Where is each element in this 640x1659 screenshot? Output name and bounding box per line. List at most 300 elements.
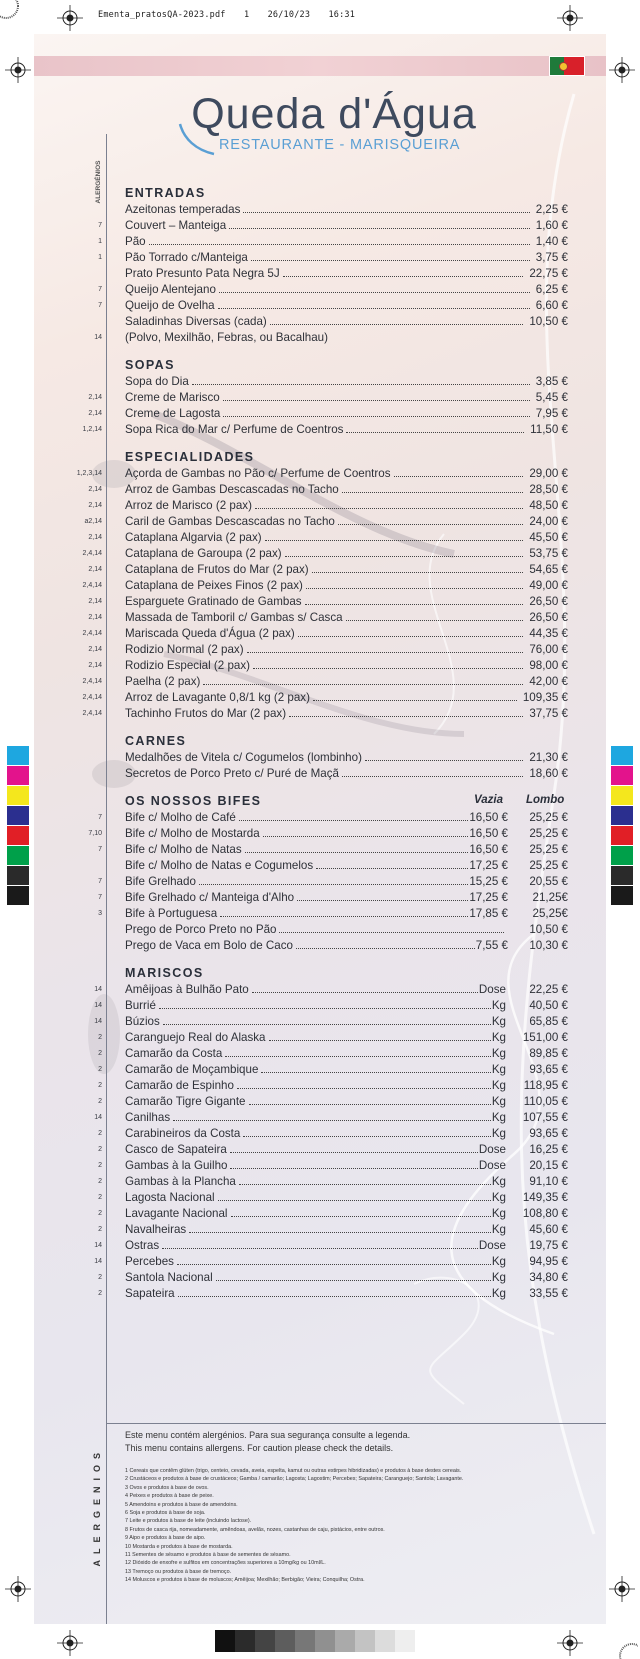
menu-item [34,218,606,234]
item-name: Massada de Tamboril c/ Gambas s/ Casca [125,611,343,624]
allergen-codes: 2,14 [88,534,102,541]
allergen-codes: 1,2,3,14 [76,470,102,477]
item-unit-or-price: Kg [491,1287,506,1300]
item-unit-or-price: 16,50 € [469,843,508,856]
item-price: 118,95 € [523,1079,568,1092]
menu-item [34,374,606,390]
item-price: 45,60 € [529,1223,568,1236]
legend-item: 14 Moluscos e produtos à base de moluscos; Amêijoa; Mexilhão; Berbigão; Vieira; Conquilha; Ostra. [125,1577,365,1584]
leader-dots [338,524,523,525]
allergen-codes: 2 [98,1066,102,1073]
allergen-codes: 2 [98,1226,102,1233]
item-unit-or-price: Kg [491,1175,506,1188]
legend-item: 13 Tremoço ou produtos à base de tremoço. [125,1568,232,1575]
item-price: 33,55 € [529,1287,568,1300]
allergen-codes: 14 [94,986,102,993]
item-price: 94,95 € [529,1255,568,1268]
item-name: Casco de Sapateira [125,1143,227,1156]
item-name: Queijo de Ovelha [125,299,215,312]
item-price: 98,00 € [529,659,568,672]
legend-divider [106,1423,606,1424]
menu-item [34,1030,606,1046]
portugal-flag-icon[interactable] [549,56,585,76]
registration-mark-icon [557,1630,583,1656]
allergen-codes: 7 [98,286,102,293]
menu-item [34,406,606,422]
item-unit-or-price: Dose [478,983,506,996]
leader-dots [346,432,524,433]
allergen-codes: 7 [98,894,102,901]
legend-vertical-label [91,1447,101,1567]
leader-dots [216,1280,491,1281]
menu-item [34,658,606,674]
leader-dots [192,384,530,385]
menu-item [34,266,606,282]
registration-mark-icon [609,1576,635,1602]
print-filename: Ementa_pratosQA-2023.pdf [98,10,226,20]
item-price: 2,25 € [535,203,568,216]
item-name: Esparguete Gratinado de Gambas [125,595,302,608]
menu-item [34,314,606,330]
item-unit-or-price: Kg [491,1127,506,1140]
item-price: 29,00 € [529,467,568,480]
item-unit-or-price: Kg [491,1047,506,1060]
item-unit-or-price: Dose [478,1159,506,1172]
allergen-codes: 2 [98,1178,102,1185]
menu-item [34,1286,606,1302]
item-unit-or-price: 16,50 € [469,811,508,824]
section-title-text: OS NOSSOS BIFES [125,794,262,808]
legend-item: 7 Leite e produtos à base de leite (incluindo lactose). [125,1518,252,1525]
item-price: 21,25€ [532,891,568,904]
item-price: 22,75 € [529,267,568,280]
item-price: 21,30 € [529,751,568,764]
leader-dots [255,508,523,509]
item-unit-or-price: Kg [491,1255,506,1268]
leader-dots [223,416,530,417]
item-name: Cataplana Algarvia (2 pax) [125,531,262,544]
leader-dots [265,540,523,541]
section-title-text: SOPAS [125,358,175,372]
menu-item [34,1254,606,1270]
leader-dots [219,292,530,293]
allergen-codes: 1 [98,254,102,261]
menu-item [34,858,606,874]
item-name: Camarão de Espinho [125,1079,234,1092]
header-band [34,56,606,76]
menu-item [34,922,606,938]
color-bar-right [611,746,633,906]
item-price: 5,45 € [535,391,568,404]
item-price: 18,60 € [529,767,568,780]
item-name: Bife c/ Molho de Natas e Cogumelos [125,859,314,872]
item-price: 6,60 € [535,299,568,312]
allergen-codes: 7 [98,814,102,821]
allergen-codes: 14 [94,1018,102,1025]
item-name: Sapateira [125,1287,175,1300]
menu-item [34,890,606,906]
item-name: Bife c/ Molho de Natas [125,843,242,856]
menu-item [34,706,606,722]
item-price: 25,25 € [529,859,568,872]
item-unit-or-price: 17,85 € [469,907,508,920]
item-name: Sopa do Dia [125,375,189,388]
menu-item [34,874,606,890]
leader-dots [365,760,523,761]
legend-item: 1 Cereais que contêm glúten (trigo, centeio, cevada, aveia, espelta, kamut ou outras estirpes hibridizadas) e produtos à base destes cereais. [125,1468,462,1474]
leader-dots [297,900,468,901]
allergen-codes: 7 [98,222,102,229]
item-name: Mariscada Queda d'Água (2 pax) [125,627,295,640]
item-price: 109,35 € [522,691,568,704]
item-name: Medalhões de Vitela c/ Cogumelos (lombinho) [125,751,362,764]
allergen-codes: 2 [98,1034,102,1041]
item-price: 26,50 € [529,595,568,608]
allergen-codes: 1 [98,238,102,245]
item-name: Gambas à la Plancha [125,1175,236,1188]
legend-item: 4 Peixes e produtos à base de peixe. [125,1493,214,1500]
leader-dots [189,1232,491,1233]
item-name: Burrié [125,999,156,1012]
allergen-legend [34,1429,606,1624]
item-name: Prato Presunto Pata Negra 5J [125,267,280,280]
leader-dots [285,556,523,557]
item-unit-or-price: Kg [491,1207,506,1220]
item-name: Santola Nacional [125,1271,213,1284]
item-price: 10,30 € [529,939,568,952]
item-name: Lavagante Nacional [125,1207,228,1220]
item-name: Cataplana de Peixes Finos (2 pax) [125,579,303,592]
item-price: 25,25€ [532,907,568,920]
allergen-codes: 7 [98,878,102,885]
leader-dots [316,868,468,869]
menu-item [34,842,606,858]
item-price: 22,25 € [529,983,568,996]
menu-item [34,562,606,578]
section-title-text: ESPECIALIDADES [125,450,255,464]
leader-dots [178,1296,491,1297]
leader-dots [305,604,523,605]
menu-item [34,826,606,842]
menu-item [34,594,606,610]
item-name: Amêijoas à Bulhão Pato [125,983,249,996]
leader-dots [251,260,530,261]
item-price: 45,50 € [529,531,568,544]
leader-dots [252,992,478,993]
leader-dots [298,636,523,637]
item-price: 91,10 € [529,1175,568,1188]
menu-item [34,982,606,998]
leader-dots [163,1024,491,1025]
legend-intro [125,1429,410,1454]
allergen-codes: 2,14 [88,566,102,573]
item-unit-or-price: 17,25 € [469,891,508,904]
menu-item [34,810,606,826]
allergen-codes: 2 [98,1162,102,1169]
leader-dots [203,684,523,685]
leader-dots [269,1040,491,1041]
allergen-codes: 2,14 [88,662,102,669]
item-price: 28,50 € [529,483,568,496]
item-name: Prego de Vaca em Bolo de Caco [125,939,293,952]
allergen-codes: 2 [98,1130,102,1137]
allergen-codes: 2,14 [88,410,102,417]
item-name: Camarão da Costa [125,1047,223,1060]
item-name: Carabineiros da Costa [125,1127,241,1140]
leader-dots [199,884,468,885]
menu-item [34,750,606,766]
item-unit-or-price: Kg [491,1015,506,1028]
leader-dots [237,1088,491,1089]
leader-dots [218,308,530,309]
leader-dots [249,1104,491,1105]
allergen-codes: 2,14 [88,598,102,605]
restaurant-subtitle: RESTAURANTE - MARISQUEIRA [219,137,461,153]
allergen-codes: 2,4,14 [82,694,102,701]
leader-dots [270,324,523,325]
leader-dots [245,852,468,853]
item-name: Secretos de Porco Preto c/ Puré de Maçã [125,767,339,780]
section-title-text: CARNES [125,734,187,748]
menu-item [34,1126,606,1142]
leader-dots [177,1264,491,1265]
menu-item [34,1270,606,1286]
item-name: Prego de Porco Preto no Pão [125,923,277,936]
allergen-codes: 2 [98,1050,102,1057]
menu-item [34,234,606,250]
item-name: Bife à Portuguesa [125,907,218,920]
registration-mark-icon [57,5,83,31]
item-price: 26,50 € [529,611,568,624]
allergen-codes: 2 [98,1146,102,1153]
leader-dots [173,1120,491,1121]
registration-mark-icon [5,57,31,83]
menu-item [34,498,606,514]
legend-item: 9 Aipo e produtos à base de aipo. [125,1535,206,1542]
item-price: 25,25 € [529,827,568,840]
menu-item [34,390,606,406]
item-price: 93,65 € [529,1063,568,1076]
item-name: Queijo Alentejano [125,283,216,296]
allergen-codes: 14 [94,1002,102,1009]
allergen-codes: 2,4,14 [82,550,102,557]
menu-item [34,282,606,298]
allergen-codes: 2,14 [88,394,102,401]
item-name: Couvert – Manteiga [125,219,227,232]
item-name: (Polvo, Mexilhão, Febras, ou Bacalhau) [125,331,328,344]
allergen-codes: 7 [98,302,102,309]
item-name: Bife Grelhado c/ Manteiga d'Alho [125,891,295,904]
item-name: Pão Torrado c/Manteiga [125,251,248,264]
leader-dots [342,492,523,493]
item-price: 20,55 € [529,875,568,888]
item-unit-or-price: Kg [491,1191,506,1204]
print-page: 1 [243,10,250,20]
item-unit-or-price: Kg [491,1079,506,1092]
menu-item [34,906,606,922]
item-price: 11,50 € [530,423,568,436]
item-unit-or-price: Kg [491,1031,506,1044]
item-unit-or-price: Kg [491,1063,506,1076]
item-price: 16,25 € [529,1143,568,1156]
leader-dots [225,1056,491,1057]
item-unit-or-price: Kg [491,1271,506,1284]
section-title-text: ENTRADAS [125,186,206,200]
leader-dots [230,1152,478,1153]
leader-dots [289,716,523,717]
item-price: 65,85 € [529,1015,568,1028]
item-price: 40,50 € [529,999,568,1012]
item-name: Navalheiras [125,1223,187,1236]
item-price: 53,75 € [529,547,568,560]
print-time: 16:31 [328,10,356,20]
leader-dots [253,668,523,669]
item-name: Bife Grelhado [125,875,196,888]
grey-scale-bar [215,1630,415,1652]
leader-dots [230,1168,478,1169]
section-title-text: MARISCOS [125,966,204,980]
leader-dots [229,228,530,229]
color-bar-left [7,746,29,906]
allergen-codes: 2 [98,1098,102,1105]
menu-item [34,1078,606,1094]
allergen-codes: 2,14 [88,646,102,653]
menu-item [34,1110,606,1126]
item-price: 151,00 € [522,1031,568,1044]
menu-item [34,1014,606,1030]
column-header-lombo: Lombo [526,794,565,806]
item-unit-or-price: 16,50 € [469,827,508,840]
item-price: 1,60 € [535,219,568,232]
menu-item [34,514,606,530]
leader-dots [342,776,523,777]
menu-item [34,422,606,438]
leader-dots [313,700,517,701]
leader-dots [346,620,523,621]
leader-dots [243,212,530,213]
menu-item [34,250,606,266]
item-price: 44,35 € [529,627,568,640]
legend-list [125,1467,585,1585]
legend-intro-en: This menu contains allergens. For caution please check the details. [125,1442,394,1453]
menu-item [34,1142,606,1158]
item-price: 76,00 € [529,643,568,656]
item-price: 49,00 € [529,579,568,592]
menu-item [34,610,606,626]
menu-item [34,298,606,314]
leader-dots [279,932,504,933]
menu-item [34,530,606,546]
item-price: 25,25 € [529,811,568,824]
item-unit-or-price: 7,55 € [475,939,508,952]
menu-item [34,1046,606,1062]
item-name: Paelha (2 pax) [125,675,201,688]
legend-item: 2 Crustáceos e produtos à base de crustáceos; Gamba / camarão; Lagosta; Lagostim; Percebes; Sapateira; Caranguejo; Santola; Lavagante. [125,1476,464,1483]
item-name: Canilhas [125,1111,171,1124]
menu-item [34,1062,606,1078]
item-price: 89,85 € [529,1047,568,1060]
allergen-codes: 2,4,14 [82,630,102,637]
item-name: Búzios [125,1015,160,1028]
menu-item [34,546,606,562]
section-title [34,358,606,374]
item-price: 37,75 € [529,707,568,720]
legend-intro-pt: Este menu contém alergénios. Para sua segurança consulte a legenda. [125,1430,411,1440]
item-name: Gambas à la Guilho [125,1159,228,1172]
item-price: 24,00 € [529,515,568,528]
item-price: 3,85 € [535,375,568,388]
menu-item [34,1174,606,1190]
leader-dots [312,572,523,573]
item-name: Azeitonas temperadas [125,203,241,216]
item-name: Açorda de Gambas no Pão c/ Perfume de Coentros [125,467,391,480]
item-price: 10,50 € [529,923,568,936]
item-name: Camarão de Moçambique [125,1063,259,1076]
item-price: 7,95 € [535,407,568,420]
item-unit-or-price: Kg [491,1111,506,1124]
print-header [98,10,365,20]
item-price: 42,00 € [529,675,568,688]
item-price: 107,55 € [522,1111,568,1124]
item-name: Creme de Marisco [125,391,220,404]
menu-item [34,482,606,498]
item-name: Lagosta Nacional [125,1191,215,1204]
registration-mark-icon [5,1576,31,1602]
star-target-icon [612,1636,640,1659]
section-title [34,966,606,982]
allergen-codes: 3 [98,910,102,917]
leader-dots [223,400,530,401]
allergen-codes: 2 [98,1210,102,1217]
menu-item [34,998,606,1014]
item-name: Rodizio Especial (2 pax) [125,659,251,672]
registration-mark-icon [557,5,583,31]
item-name: Camarão Tigre Gigante [125,1095,246,1108]
allergen-codes: 14 [94,334,102,341]
item-price: 19,75 € [529,1239,568,1252]
legend-item: 11 Sementes de sésamo e produtos à base de sementes de sésamo. [125,1552,291,1559]
allergen-codes: 2 [98,1194,102,1201]
allergen-codes: 1,2,14 [82,426,102,433]
item-name: Cataplana de Garoupa (2 pax) [125,547,282,560]
legend-item: 10 Mostarda e produtos à base de mostarda. [125,1543,233,1550]
item-unit-or-price: Kg [491,1095,506,1108]
allergen-codes: 14 [94,1114,102,1121]
leader-dots [162,1248,478,1249]
allergen-codes: 2 [98,1082,102,1089]
menu-item [34,578,606,594]
item-unit-or-price: Dose [478,1239,506,1252]
section-title [34,794,606,810]
item-name: Caril de Gambas Descascadas no Tacho [125,515,335,528]
item-name: Rodizio Normal (2 pax) [125,643,244,656]
menu-item [34,466,606,482]
leader-dots [247,652,523,653]
item-name: Creme de Lagosta [125,407,221,420]
leader-dots [239,1184,491,1185]
allergen-codes: 7 [98,846,102,853]
item-price: 20,15 € [529,1159,568,1172]
item-price: 34,80 € [529,1271,568,1284]
leader-dots [283,276,523,277]
leader-dots [394,476,523,477]
allergen-codes: 2,4,14 [82,582,102,589]
item-price: 3,75 € [535,251,568,264]
menu-item [34,690,606,706]
item-unit-or-price: 15,25 € [469,875,508,888]
menu-item [34,1158,606,1174]
alergenios-column-label: ALERGÉNIOS [94,160,102,204]
